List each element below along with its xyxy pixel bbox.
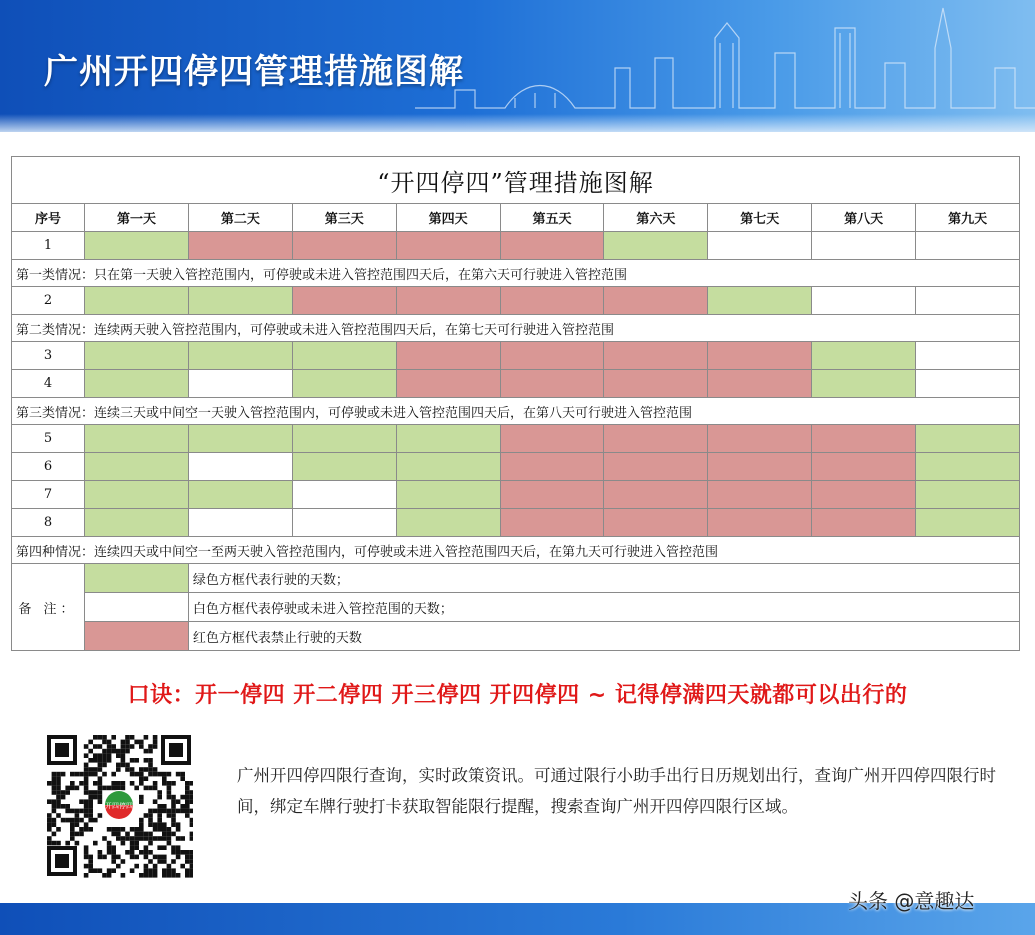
day-cell: [708, 287, 812, 315]
day-cell: [188, 287, 292, 315]
legend-row: [12, 593, 1020, 622]
day-cell: [916, 481, 1020, 509]
table-row: [12, 425, 1020, 453]
day-cell: [292, 287, 396, 315]
qr-center-label: 开四停四: [105, 802, 133, 810]
category-description-row: [12, 260, 1020, 287]
day-cell: [500, 287, 604, 315]
column-header: 第三天: [292, 204, 396, 232]
table-row: [12, 370, 1020, 398]
header-banner: [0, 0, 1035, 132]
day-cell: [188, 370, 292, 398]
day-cell: [292, 425, 396, 453]
column-header: 第七天: [708, 204, 812, 232]
day-cell: [188, 481, 292, 509]
day-cell: [604, 453, 708, 481]
day-cell: [812, 287, 916, 315]
column-header: 第五天: [500, 204, 604, 232]
info-paragraph: 广州开四停四限行查询，实时政策资讯。可通过限行小助手出行日历规划出行，查询广州开四停四限行时间，绑定车牌行驶打卡获取智能限行提醒，搜索查询广州开四停四限行区域。: [237, 766, 996, 816]
day-cell: [292, 453, 396, 481]
day-cell: [916, 509, 1020, 537]
day-cell: [916, 453, 1020, 481]
day-cell: [812, 509, 916, 537]
day-cell: [500, 509, 604, 537]
day-cell: [916, 425, 1020, 453]
table-row: [12, 481, 1020, 509]
day-cell: [708, 232, 812, 260]
column-header: 第八天: [812, 204, 916, 232]
legend-text: 白色方框代表停驶或未进入管控范围的天数；: [188, 593, 1019, 622]
table-row: [12, 232, 1020, 260]
day-cell: [396, 453, 500, 481]
day-cell: [85, 509, 189, 537]
day-cell: [604, 232, 708, 260]
day-cell: [500, 453, 604, 481]
measures-table: [11, 156, 1019, 651]
day-cell: [500, 342, 604, 370]
row-number: 4: [12, 370, 85, 398]
table-header-row: [12, 204, 1020, 232]
day-cell: [396, 425, 500, 453]
column-header: 第六天: [604, 204, 708, 232]
day-cell: [708, 425, 812, 453]
qr-code-image: [45, 733, 193, 878]
category-description-row: [12, 315, 1020, 342]
day-cell: [812, 425, 916, 453]
day-cell: [500, 425, 604, 453]
slogan-text: 口诀：开一停四 开二停四 开三停四 开四停四 ~ 记得停满四天就都可以出行的: [127, 683, 908, 708]
day-cell: [916, 370, 1020, 398]
city-skyline-image: [415, 0, 1035, 118]
day-cell: [85, 342, 189, 370]
day-cell: [812, 370, 916, 398]
row-number: 2: [12, 287, 85, 315]
legend-text: 红色方框代表禁止行驶的天数: [188, 622, 1019, 651]
day-cell: [708, 481, 812, 509]
column-header: 第二天: [188, 204, 292, 232]
day-cell: [292, 509, 396, 537]
day-cell: [812, 481, 916, 509]
day-cell: [292, 342, 396, 370]
day-cell: [708, 509, 812, 537]
table-title: “开四停四”管理措施图解: [12, 157, 1020, 204]
row-number: 7: [12, 481, 85, 509]
day-cell: [604, 425, 708, 453]
day-cell: [708, 342, 812, 370]
day-cell: [188, 232, 292, 260]
row-number: 5: [12, 425, 85, 453]
day-cell: [188, 425, 292, 453]
day-cell: [500, 481, 604, 509]
category-description: 第二类情况：连续两天驶入管控范围内，可停驶或未进入管控范围四天后，在第七天可行驶进入管控范围: [12, 315, 1020, 342]
legend-swatch: [85, 622, 189, 651]
column-header: 第一天: [85, 204, 189, 232]
column-header: 序号: [12, 204, 85, 232]
table-row: [12, 453, 1020, 481]
day-cell: [604, 287, 708, 315]
table-row: [12, 509, 1020, 537]
day-cell: [396, 342, 500, 370]
day-cell: [708, 370, 812, 398]
watermark-text: 头条 @意趣达: [848, 889, 975, 913]
day-cell: [188, 342, 292, 370]
page-title: 广州开四停四管理措施图解: [44, 52, 464, 92]
day-cell: [604, 370, 708, 398]
day-cell: [916, 287, 1020, 315]
day-cell: [812, 453, 916, 481]
row-number: 1: [12, 232, 85, 260]
category-description: 第四种情况：连续四天或中间空一至两天驶入管控范围内，可停驶或未进入管控范围四天后，在第九天可行驶进入管控范围: [12, 537, 1020, 564]
day-cell: [604, 481, 708, 509]
day-cell: [85, 287, 189, 315]
legend-row: [12, 564, 1020, 593]
legend-text: 绿色方框代表行驶的天数；: [188, 564, 1019, 593]
category-description: 第一类情况：只在第一天驶入管控范围内，可停驶或未进入管控范围四天后，在第六天可行驶进入管控范围: [12, 260, 1020, 287]
notes-label: 备 注：: [12, 564, 85, 651]
day-cell: [396, 370, 500, 398]
category-description-row: [12, 398, 1020, 425]
column-header: 第四天: [396, 204, 500, 232]
day-cell: [396, 509, 500, 537]
day-cell: [604, 509, 708, 537]
category-description: 第三类情况：连续三天或中间空一天驶入管控范围内，可停驶或未进入管控范围四天后，在第八天可行驶进入管控范围: [12, 398, 1020, 425]
table-title-row: [12, 157, 1020, 204]
day-cell: [500, 370, 604, 398]
day-cell: [396, 481, 500, 509]
day-cell: [85, 370, 189, 398]
day-cell: [292, 481, 396, 509]
row-number: 6: [12, 453, 85, 481]
category-description-row: [12, 537, 1020, 564]
row-number: 3: [12, 342, 85, 370]
day-cell: [916, 232, 1020, 260]
day-cell: [708, 453, 812, 481]
day-cell: [812, 232, 916, 260]
day-cell: [85, 425, 189, 453]
legend-swatch: [85, 564, 189, 593]
legend-swatch: [85, 593, 189, 622]
day-cell: [916, 342, 1020, 370]
table-row: [12, 342, 1020, 370]
table-row: [12, 287, 1020, 315]
row-number: 8: [12, 509, 85, 537]
day-cell: [812, 342, 916, 370]
day-cell: [500, 232, 604, 260]
day-cell: [292, 232, 396, 260]
column-header: 第九天: [916, 204, 1020, 232]
day-cell: [85, 453, 189, 481]
schedule-table: [11, 156, 1020, 651]
day-cell: [188, 509, 292, 537]
day-cell: [85, 481, 189, 509]
day-cell: [292, 370, 396, 398]
day-cell: [396, 232, 500, 260]
day-cell: [604, 342, 708, 370]
day-cell: [396, 287, 500, 315]
day-cell: [85, 232, 189, 260]
legend-row: [12, 622, 1020, 651]
day-cell: [188, 453, 292, 481]
